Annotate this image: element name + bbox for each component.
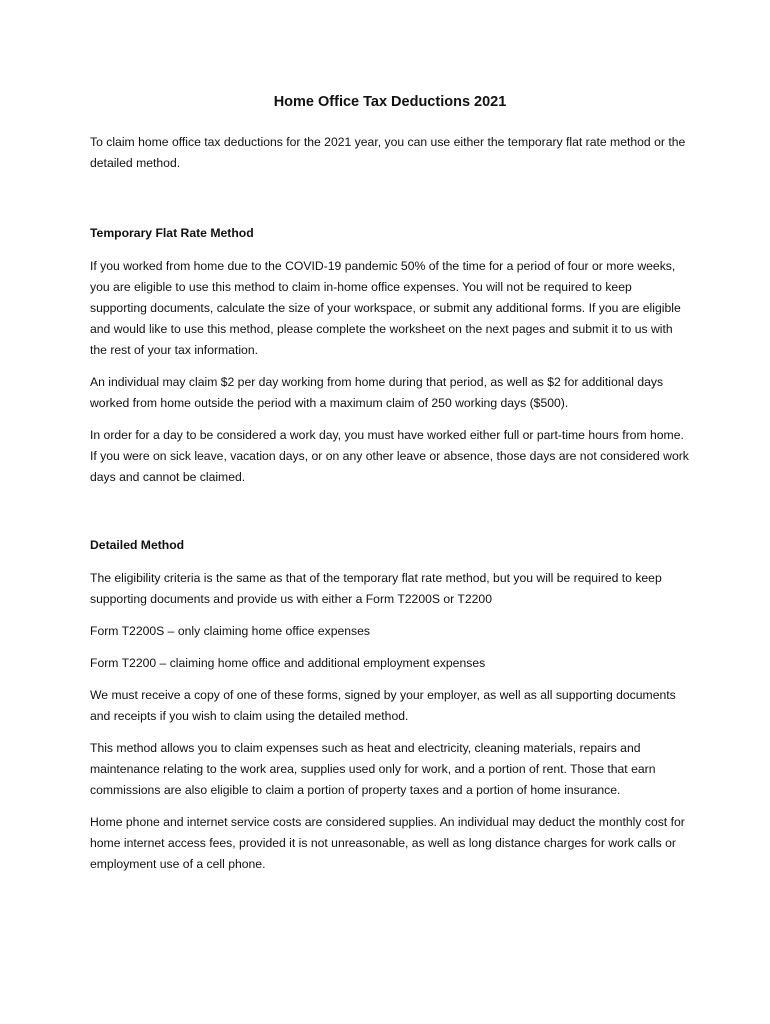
detailed-paragraph-form-t2200s: Form T2200S – only claiming home office expenses <box>90 624 371 638</box>
detailed-section <box>90 535 690 875</box>
document-title: Home Office Tax Deductions 2021 <box>273 94 507 110</box>
flat-rate-paragraph-work-day: In order for a day to be considered a work day, you must have worked either full or part-time hours from home. If you were on sick leave, vacation days, or on any other leave or absence, those days are not considered work days and cannot be claimed. <box>90 428 689 484</box>
document-page <box>90 92 690 886</box>
detailed-paragraph-expenses: This method allows you to claim expenses such as heat and electricity, cleaning materials, repairs and maintenance relating to the work area, supplies used only for work, and a portion of rent. Those that earn commissions are also eligible to claim a portion of property taxes and a portion of home insurance. <box>90 741 656 797</box>
detailed-paragraph-forms-required: We must receive a copy of one of these forms, signed by your employer, as well as all supporting documents and receipts if you wish to claim using the detailed method. <box>90 688 676 723</box>
intro-paragraph: To claim home office tax deductions for the 2021 year, you can use either the temporary flat rate method or the detailed method. <box>90 135 686 170</box>
detailed-paragraph-eligibility: The eligibility criteria is the same as that of the temporary flat rate method, but you will be required to keep supporting documents and provide us with either a Form T2200S or T2200 <box>90 571 662 606</box>
flat-rate-section <box>90 223 690 488</box>
detailed-paragraph-phone-internet: Home phone and internet service costs are considered supplies. An individual may deduct the monthly cost for home internet access fees, provided it is not unreasonable, as well as long distance charges for work calls or employment use of a cell phone. <box>90 815 685 871</box>
flat-rate-paragraph-claim-amount: An individual may claim $2 per day working from home during that period, as well as $2 for additional days worked from home outside the period with a maximum claim of 250 working days ($500). <box>90 375 664 410</box>
detailed-heading: Detailed Method <box>90 538 185 552</box>
flat-rate-heading: Temporary Flat Rate Method <box>90 226 254 240</box>
flat-rate-paragraph-eligibility: If you worked from home due to the COVID-19 pandemic 50% of the time for a period of four or more weeks, you are eligible to use this method to claim in-home office expenses. You will not be required to keep supporting documents, calculate the size of your workspace, or submit any additional forms. If you are eligible and would like to use this method, please complete the worksheet on the next pages and submit it to us with the rest of your tax information. <box>90 259 681 357</box>
detailed-paragraph-form-t2200: Form T2200 – claiming home office and additional employment expenses <box>90 656 486 670</box>
